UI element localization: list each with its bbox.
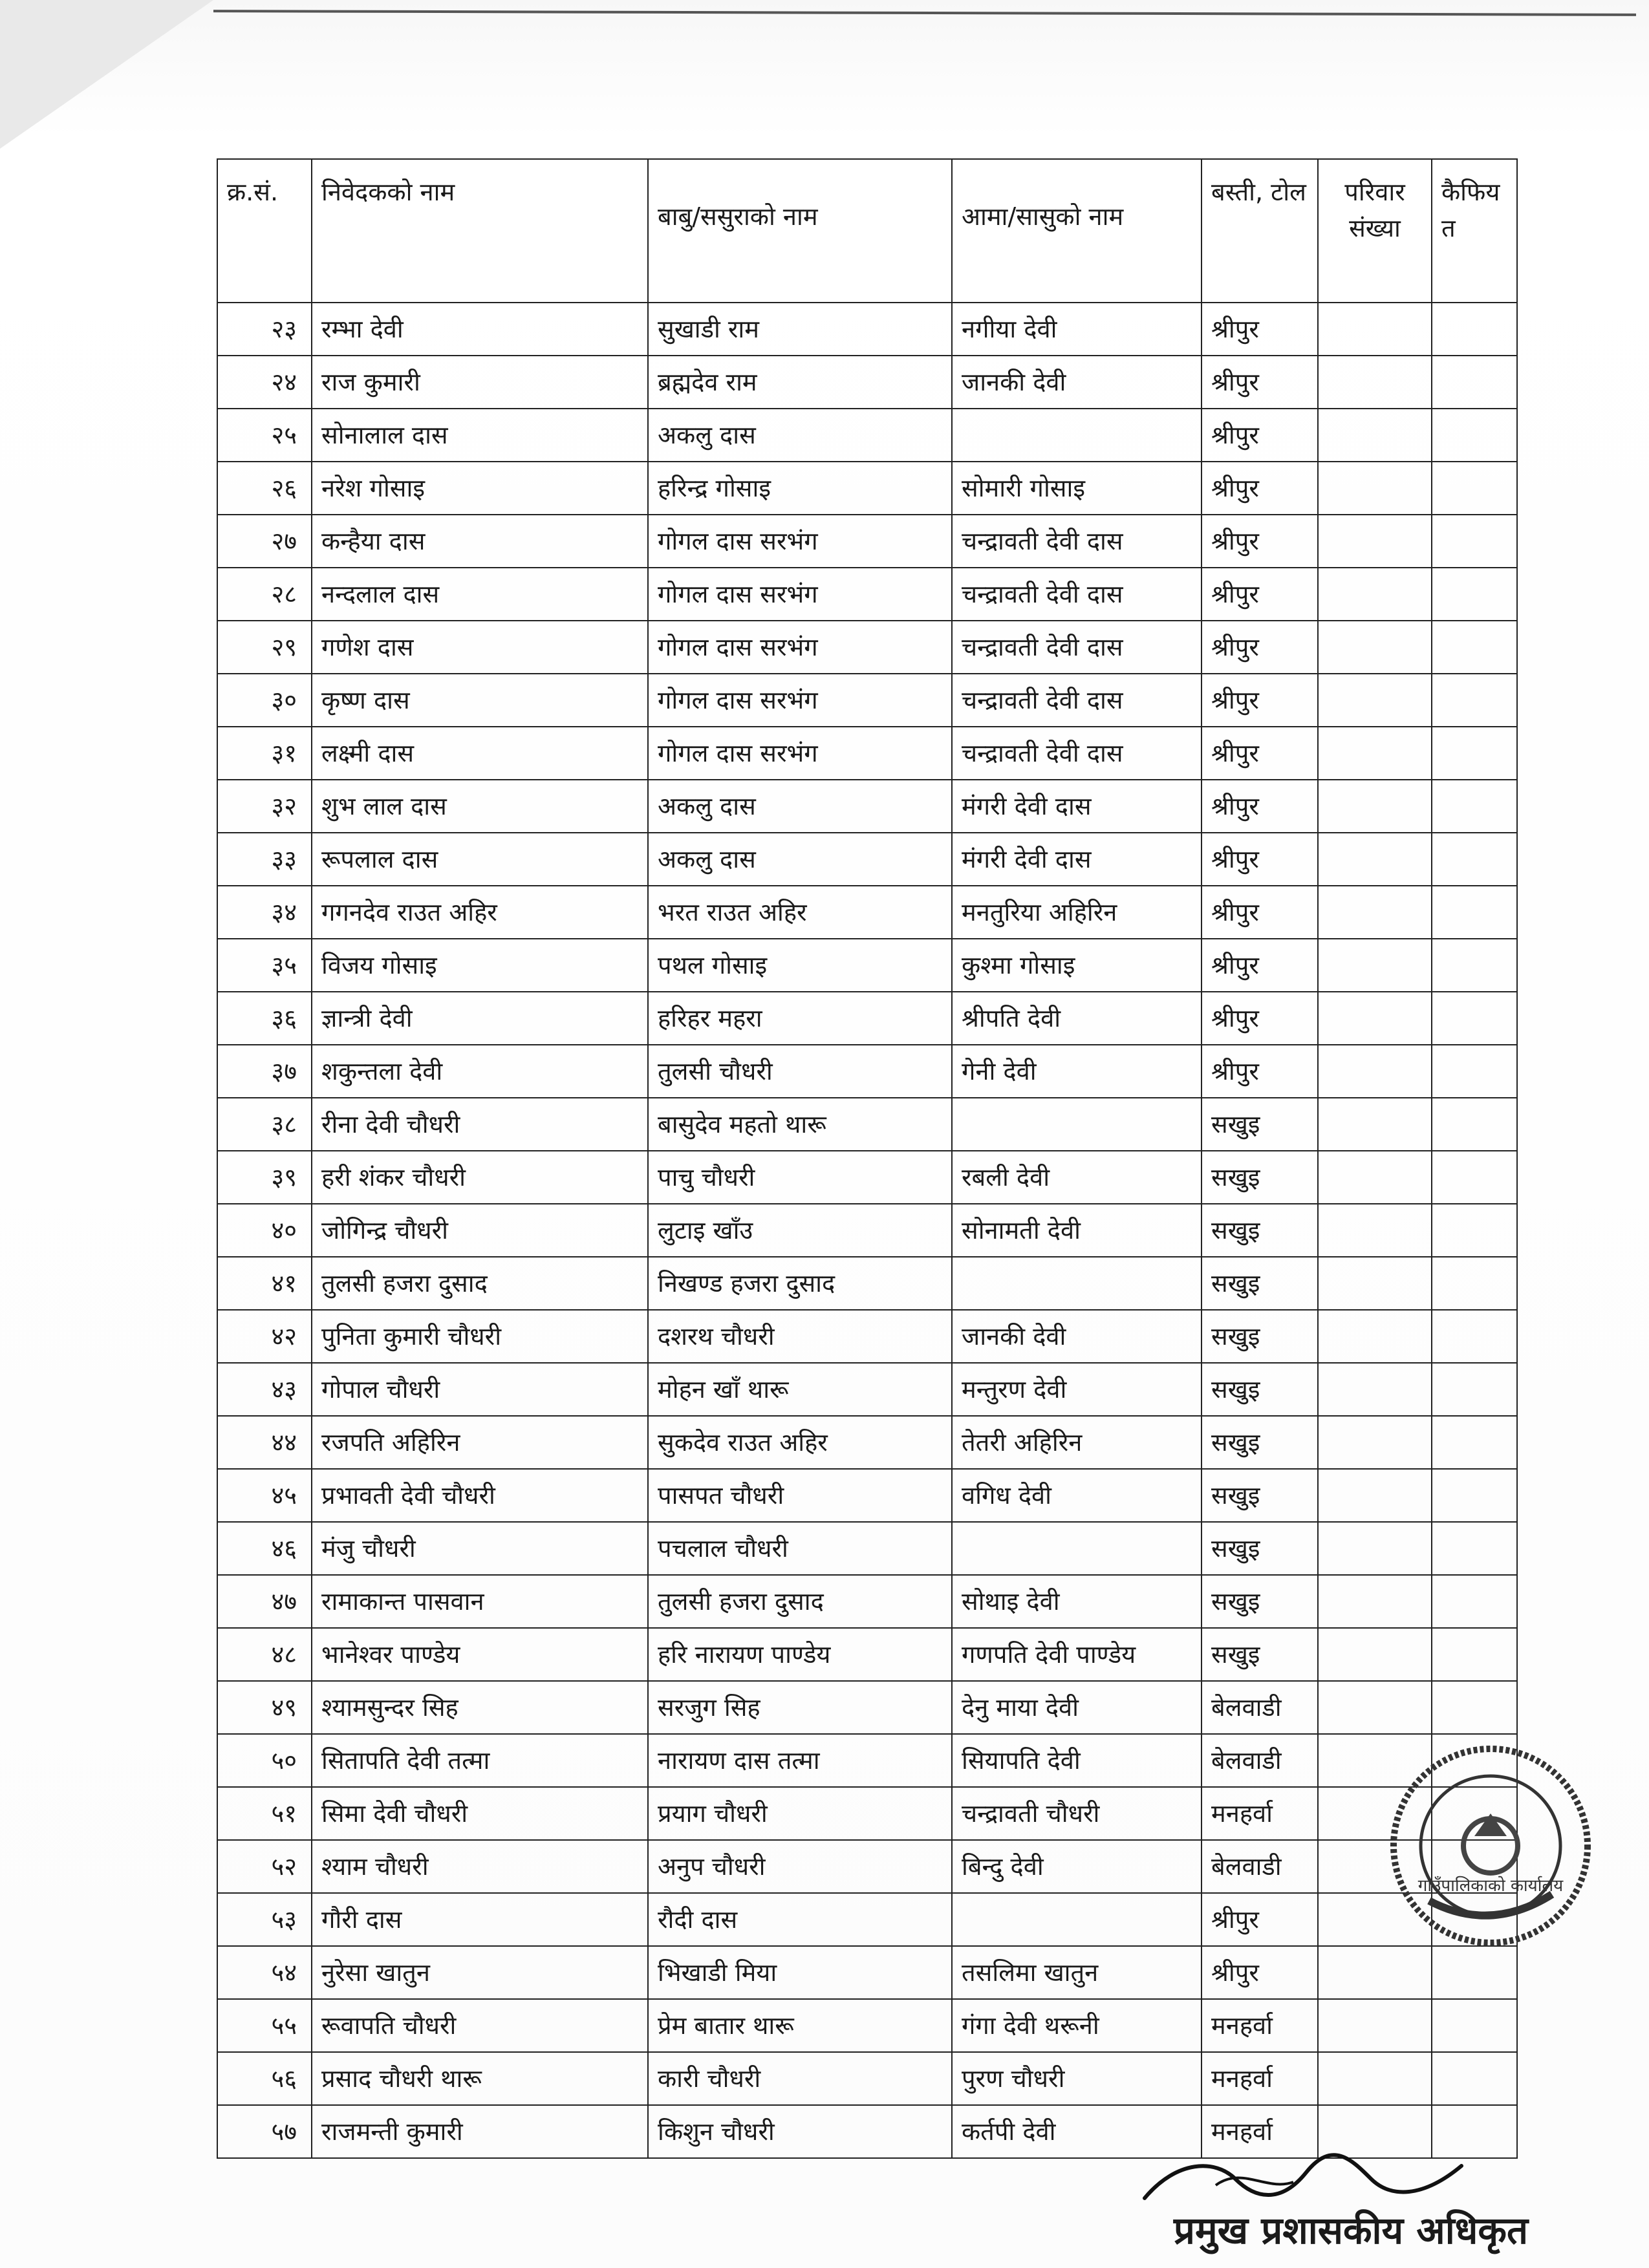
row-father-name: हरिन्द्र गोसाइ bbox=[648, 462, 952, 515]
row-applicant-name: श्यामसुन्दर सिह bbox=[312, 1681, 648, 1734]
row-applicant-name: पुनिता कुमारी चौधरी bbox=[312, 1310, 648, 1363]
row-applicant-name: प्रसाद चौधरी थारू bbox=[312, 2052, 648, 2105]
row-remarks bbox=[1432, 727, 1517, 780]
row-serial: २४ bbox=[217, 356, 312, 409]
stamp-text: गाउँपालिकाको कार्यालय bbox=[1417, 1876, 1564, 1896]
table-row bbox=[217, 1204, 1517, 1257]
row-mother-name: मन्तुरण देवी bbox=[952, 1363, 1202, 1416]
row-family-count bbox=[1318, 1522, 1432, 1575]
row-mother-name: गंगा देवी थरूनी bbox=[952, 1999, 1202, 2052]
row-applicant-name: रीना देवी चौधरी bbox=[312, 1098, 648, 1151]
row-settlement: श्रीपुर bbox=[1202, 1893, 1318, 1946]
header-mother-name: आमा/सासुको नाम bbox=[952, 159, 1202, 303]
row-family-count bbox=[1318, 462, 1432, 515]
row-father-name: हरि नारायण पाण्डेय bbox=[648, 1628, 952, 1681]
row-father-name: पासपत चौधरी bbox=[648, 1469, 952, 1522]
table-row bbox=[217, 1469, 1517, 1522]
row-settlement: मनहर्वा bbox=[1202, 1787, 1318, 1840]
row-serial: ३४ bbox=[217, 886, 312, 939]
row-mother-name: सोमारी गोसाइ bbox=[952, 462, 1202, 515]
applicant-table bbox=[217, 158, 1518, 2159]
row-settlement: श्रीपुर bbox=[1202, 1946, 1318, 1999]
row-serial: ४५ bbox=[217, 1469, 312, 1522]
row-family-count bbox=[1318, 1628, 1432, 1681]
row-applicant-name: ज्ञान्त्री देवी bbox=[312, 992, 648, 1045]
handwritten-signature bbox=[1138, 2153, 1474, 2211]
row-mother-name: चन्द्रावती देवी दास bbox=[952, 515, 1202, 568]
row-settlement: सखुइ bbox=[1202, 1522, 1318, 1575]
row-remarks bbox=[1432, 1681, 1517, 1734]
row-father-name: भरत राउत अहिर bbox=[648, 886, 952, 939]
row-settlement: बेलवाडी bbox=[1202, 1681, 1318, 1734]
row-serial: ३१ bbox=[217, 727, 312, 780]
row-remarks bbox=[1432, 1575, 1517, 1628]
row-family-count bbox=[1318, 2052, 1432, 2105]
row-family-count bbox=[1318, 1575, 1432, 1628]
row-mother-name: बिन्दु देवी bbox=[952, 1840, 1202, 1893]
table-row bbox=[217, 462, 1517, 515]
row-serial: ५४ bbox=[217, 1946, 312, 1999]
row-father-name: कारी चौधरी bbox=[648, 2052, 952, 2105]
row-family-count bbox=[1318, 1681, 1432, 1734]
row-serial: ३८ bbox=[217, 1098, 312, 1151]
table-row bbox=[217, 515, 1517, 568]
row-serial: ४४ bbox=[217, 1416, 312, 1469]
row-father-name: अकलु दास bbox=[648, 833, 952, 886]
header-serial: क्र.सं. bbox=[217, 159, 312, 303]
office-stamp bbox=[1384, 1739, 1597, 1952]
header-settlement: बस्ती, टोल bbox=[1202, 159, 1318, 303]
row-remarks bbox=[1432, 303, 1517, 356]
row-applicant-name: सितापति देवी तत्मा bbox=[312, 1734, 648, 1787]
row-father-name: किशुन चौधरी bbox=[648, 2105, 952, 2158]
row-applicant-name: नन्दलाल दास bbox=[312, 568, 648, 621]
row-serial: ४८ bbox=[217, 1628, 312, 1681]
row-serial: ४७ bbox=[217, 1575, 312, 1628]
row-mother-name: चन्द्रावती देवी दास bbox=[952, 727, 1202, 780]
table-row bbox=[217, 409, 1517, 462]
row-father-name: लुटाइ खाँउ bbox=[648, 1204, 952, 1257]
row-serial: ५२ bbox=[217, 1840, 312, 1893]
row-remarks bbox=[1432, 939, 1517, 992]
row-serial: ४९ bbox=[217, 1681, 312, 1734]
row-applicant-name: गोपाल चौधरी bbox=[312, 1363, 648, 1416]
row-family-count bbox=[1318, 409, 1432, 462]
row-father-name: प्रयाग चौधरी bbox=[648, 1787, 952, 1840]
table-row bbox=[217, 833, 1517, 886]
row-settlement: सखुइ bbox=[1202, 1363, 1318, 1416]
row-family-count bbox=[1318, 356, 1432, 409]
row-remarks bbox=[1432, 515, 1517, 568]
row-settlement: श्रीपुर bbox=[1202, 780, 1318, 833]
row-applicant-name: मंजु चौधरी bbox=[312, 1522, 648, 1575]
row-remarks bbox=[1432, 1416, 1517, 1469]
table-row bbox=[217, 303, 1517, 356]
row-remarks bbox=[1432, 886, 1517, 939]
row-applicant-name: नरेश गोसाइ bbox=[312, 462, 648, 515]
row-settlement: सखुइ bbox=[1202, 1151, 1318, 1204]
row-father-name: अकलु दास bbox=[648, 409, 952, 462]
row-mother-name: सियापति देवी bbox=[952, 1734, 1202, 1787]
row-applicant-name: हरी शंकर चौधरी bbox=[312, 1151, 648, 1204]
row-settlement: बेलवाडी bbox=[1202, 1734, 1318, 1787]
row-serial: ४० bbox=[217, 1204, 312, 1257]
row-mother-name: सोनामती देवी bbox=[952, 1204, 1202, 1257]
row-family-count bbox=[1318, 1204, 1432, 1257]
row-mother-name: नगीया देवी bbox=[952, 303, 1202, 356]
table-row bbox=[217, 1310, 1517, 1363]
row-serial: २६ bbox=[217, 462, 312, 515]
row-remarks bbox=[1432, 1310, 1517, 1363]
row-family-count bbox=[1318, 621, 1432, 674]
row-family-count bbox=[1318, 1469, 1432, 1522]
row-settlement: सखुइ bbox=[1202, 1416, 1318, 1469]
row-mother-name: गेनी देवी bbox=[952, 1045, 1202, 1098]
row-applicant-name: गणेश दास bbox=[312, 621, 648, 674]
row-serial: २३ bbox=[217, 303, 312, 356]
table-row bbox=[217, 886, 1517, 939]
table-row bbox=[217, 992, 1517, 1045]
row-family-count bbox=[1318, 1363, 1432, 1416]
row-applicant-name: कृष्ण दास bbox=[312, 674, 648, 727]
row-family-count bbox=[1318, 727, 1432, 780]
row-applicant-name: प्रभावती देवी चौधरी bbox=[312, 1469, 648, 1522]
row-remarks bbox=[1432, 1098, 1517, 1151]
row-father-name: तुलसी चौधरी bbox=[648, 1045, 952, 1098]
table-row bbox=[217, 1946, 1517, 1999]
header-family-count: परिवार संख्या bbox=[1318, 159, 1432, 303]
row-serial: ५१ bbox=[217, 1787, 312, 1840]
row-remarks bbox=[1432, 621, 1517, 674]
row-father-name: गोगल दास सरभंग bbox=[648, 515, 952, 568]
row-applicant-name: सिमा देवी चौधरी bbox=[312, 1787, 648, 1840]
row-family-count bbox=[1318, 1151, 1432, 1204]
row-family-count bbox=[1318, 1045, 1432, 1098]
row-father-name: मोहन खाँ थारू bbox=[648, 1363, 952, 1416]
row-applicant-name: श्याम चौधरी bbox=[312, 1840, 648, 1893]
row-family-count bbox=[1318, 886, 1432, 939]
row-serial: ५० bbox=[217, 1734, 312, 1787]
table-row bbox=[217, 1151, 1517, 1204]
row-mother-name bbox=[952, 409, 1202, 462]
row-serial: २९ bbox=[217, 621, 312, 674]
row-father-name: सुकदेव राउत अहिर bbox=[648, 1416, 952, 1469]
row-applicant-name: शकुन्तला देवी bbox=[312, 1045, 648, 1098]
row-settlement: श्रीपुर bbox=[1202, 1045, 1318, 1098]
row-mother-name: जानकी देवी bbox=[952, 1310, 1202, 1363]
row-mother-name bbox=[952, 1257, 1202, 1310]
row-family-count bbox=[1318, 780, 1432, 833]
row-settlement: मनहर्वा bbox=[1202, 1999, 1318, 2052]
page-top-edge bbox=[213, 10, 1636, 16]
row-mother-name: श्रीपति देवी bbox=[952, 992, 1202, 1045]
table-row bbox=[217, 1416, 1517, 1469]
row-applicant-name: रामाकान्त पासवान bbox=[312, 1575, 648, 1628]
row-father-name: गोगल दास सरभंग bbox=[648, 674, 952, 727]
row-family-count bbox=[1318, 939, 1432, 992]
table-row bbox=[217, 1575, 1517, 1628]
table-row bbox=[217, 1734, 1517, 1787]
row-mother-name: मंगरी देवी दास bbox=[952, 833, 1202, 886]
table-row bbox=[217, 1257, 1517, 1310]
signature-title: प्रमुख प्रशासकीय अधिकृत bbox=[1174, 2209, 1529, 2252]
table-row bbox=[217, 1893, 1517, 1946]
table-row bbox=[217, 1363, 1517, 1416]
row-serial: ३६ bbox=[217, 992, 312, 1045]
row-settlement: सखुइ bbox=[1202, 1310, 1318, 1363]
row-settlement: सखुइ bbox=[1202, 1098, 1318, 1151]
row-family-count bbox=[1318, 674, 1432, 727]
table-row bbox=[217, 1098, 1517, 1151]
table-row bbox=[217, 780, 1517, 833]
row-mother-name: तेतरी अहिरिन bbox=[952, 1416, 1202, 1469]
row-applicant-name: विजय गोसाइ bbox=[312, 939, 648, 992]
row-serial: २५ bbox=[217, 409, 312, 462]
row-family-count bbox=[1318, 303, 1432, 356]
row-remarks bbox=[1432, 1946, 1517, 1999]
row-applicant-name: राज कुमारी bbox=[312, 356, 648, 409]
row-father-name: हरिहर महरा bbox=[648, 992, 952, 1045]
row-mother-name: मंगरी देवी दास bbox=[952, 780, 1202, 833]
row-applicant-name: लक्ष्मी दास bbox=[312, 727, 648, 780]
table-row bbox=[217, 1045, 1517, 1098]
row-remarks bbox=[1432, 1045, 1517, 1098]
table-row bbox=[217, 1628, 1517, 1681]
row-settlement: सखुइ bbox=[1202, 1257, 1318, 1310]
row-settlement: सखुइ bbox=[1202, 1204, 1318, 1257]
row-family-count bbox=[1318, 1098, 1432, 1151]
row-father-name: सुखाडी राम bbox=[648, 303, 952, 356]
row-serial: ३० bbox=[217, 674, 312, 727]
row-serial: ३२ bbox=[217, 780, 312, 833]
row-mother-name: चन्द्रावती देवी दास bbox=[952, 568, 1202, 621]
row-settlement: श्रीपुर bbox=[1202, 515, 1318, 568]
row-serial: २७ bbox=[217, 515, 312, 568]
row-family-count bbox=[1318, 1257, 1432, 1310]
row-applicant-name: रूवापति चौधरी bbox=[312, 1999, 648, 2052]
row-remarks bbox=[1432, 833, 1517, 886]
row-settlement: श्रीपुर bbox=[1202, 303, 1318, 356]
row-remarks bbox=[1432, 1628, 1517, 1681]
row-family-count bbox=[1318, 568, 1432, 621]
row-remarks bbox=[1432, 409, 1517, 462]
row-serial: ३९ bbox=[217, 1151, 312, 1204]
row-applicant-name: रूपलाल दास bbox=[312, 833, 648, 886]
row-applicant-name: कन्हैया दास bbox=[312, 515, 648, 568]
row-settlement: सखुइ bbox=[1202, 1628, 1318, 1681]
row-father-name: गोगल दास सरभंग bbox=[648, 621, 952, 674]
row-family-count bbox=[1318, 515, 1432, 568]
row-mother-name bbox=[952, 1522, 1202, 1575]
row-father-name: दशरथ चौधरी bbox=[648, 1310, 952, 1363]
header-remarks: कैफियत bbox=[1432, 159, 1517, 303]
row-applicant-name: रजपति अहिरिन bbox=[312, 1416, 648, 1469]
row-remarks bbox=[1432, 1257, 1517, 1310]
row-settlement: मनहर्वा bbox=[1202, 2052, 1318, 2105]
row-remarks bbox=[1432, 674, 1517, 727]
row-father-name: तुलसी हजरा दुसाद bbox=[648, 1575, 952, 1628]
row-settlement: श्रीपुर bbox=[1202, 833, 1318, 886]
row-applicant-name: गगनदेव राउत अहिर bbox=[312, 886, 648, 939]
row-mother-name: सोथाइ देवी bbox=[952, 1575, 1202, 1628]
row-family-count bbox=[1318, 833, 1432, 886]
row-father-name: अकलु दास bbox=[648, 780, 952, 833]
row-serial: ३५ bbox=[217, 939, 312, 992]
row-mother-name: तसलिमा खातुन bbox=[952, 1946, 1202, 1999]
row-mother-name bbox=[952, 1098, 1202, 1151]
row-settlement: श्रीपुर bbox=[1202, 992, 1318, 1045]
row-mother-name: गणपति देवी पाण्डेय bbox=[952, 1628, 1202, 1681]
row-applicant-name: भानेश्वर पाण्डेय bbox=[312, 1628, 648, 1681]
row-father-name: अनुप चौधरी bbox=[648, 1840, 952, 1893]
row-serial: ५७ bbox=[217, 2105, 312, 2158]
row-family-count bbox=[1318, 1310, 1432, 1363]
row-father-name: पथल गोसाइ bbox=[648, 939, 952, 992]
row-serial: २८ bbox=[217, 568, 312, 621]
row-father-name: सरजुग सिह bbox=[648, 1681, 952, 1734]
row-settlement: सखुइ bbox=[1202, 1575, 1318, 1628]
table-row bbox=[217, 674, 1517, 727]
table-row bbox=[217, 1681, 1517, 1734]
row-mother-name: मनतुरिया अहिरिन bbox=[952, 886, 1202, 939]
row-settlement: श्रीपुर bbox=[1202, 674, 1318, 727]
table-row bbox=[217, 727, 1517, 780]
row-applicant-name: रम्भा देवी bbox=[312, 303, 648, 356]
row-serial: ४६ bbox=[217, 1522, 312, 1575]
row-remarks bbox=[1432, 1999, 1517, 2052]
table-row bbox=[217, 1522, 1517, 1575]
row-remarks bbox=[1432, 2105, 1517, 2158]
row-remarks bbox=[1432, 1363, 1517, 1416]
row-mother-name: चन्द्रावती देवी दास bbox=[952, 621, 1202, 674]
row-mother-name: पुरण चौधरी bbox=[952, 2052, 1202, 2105]
row-serial: ४१ bbox=[217, 1257, 312, 1310]
row-serial: ३७ bbox=[217, 1045, 312, 1098]
row-remarks bbox=[1432, 2052, 1517, 2105]
row-father-name: पचलाल चौधरी bbox=[648, 1522, 952, 1575]
row-settlement: मनहर्वा bbox=[1202, 2105, 1318, 2158]
row-family-count bbox=[1318, 1416, 1432, 1469]
table-row bbox=[217, 2052, 1517, 2105]
row-settlement: सखुइ bbox=[1202, 1469, 1318, 1522]
row-remarks bbox=[1432, 462, 1517, 515]
row-settlement: श्रीपुर bbox=[1202, 568, 1318, 621]
row-remarks bbox=[1432, 1151, 1517, 1204]
row-mother-name bbox=[952, 1893, 1202, 1946]
row-father-name: पाचु चौधरी bbox=[648, 1151, 952, 1204]
row-applicant-name: गौरी दास bbox=[312, 1893, 648, 1946]
table-row bbox=[217, 1787, 1517, 1840]
row-serial: ३३ bbox=[217, 833, 312, 886]
row-serial: ५६ bbox=[217, 2052, 312, 2105]
row-remarks bbox=[1432, 568, 1517, 621]
row-father-name: गोगल दास सरभंग bbox=[648, 727, 952, 780]
row-mother-name: देनु माया देवी bbox=[952, 1681, 1202, 1734]
row-serial: ४२ bbox=[217, 1310, 312, 1363]
row-father-name: भिखाडी मिया bbox=[648, 1946, 952, 1999]
row-settlement: श्रीपुर bbox=[1202, 886, 1318, 939]
row-settlement: श्रीपुर bbox=[1202, 621, 1318, 674]
row-father-name: बासुदेव महतो थारू bbox=[648, 1098, 952, 1151]
row-father-name: निखण्ड हजरा दुसाद bbox=[648, 1257, 952, 1310]
header-applicant-name: निवेदकको नाम bbox=[312, 159, 648, 303]
row-family-count bbox=[1318, 1999, 1432, 2052]
row-remarks bbox=[1432, 1469, 1517, 1522]
row-applicant-name: तुलसी हजरा दुसाद bbox=[312, 1257, 648, 1310]
table-header-row bbox=[217, 159, 1517, 303]
table-row bbox=[217, 1999, 1517, 2052]
row-family-count bbox=[1318, 2105, 1432, 2158]
row-remarks bbox=[1432, 780, 1517, 833]
row-remarks bbox=[1432, 356, 1517, 409]
row-settlement: श्रीपुर bbox=[1202, 462, 1318, 515]
row-mother-name: कर्तपी देवी bbox=[952, 2105, 1202, 2158]
row-father-name: गोगल दास सरभंग bbox=[648, 568, 952, 621]
table-row bbox=[217, 568, 1517, 621]
row-applicant-name: जोगिन्द्र चौधरी bbox=[312, 1204, 648, 1257]
header-father-name: बाबु/ससुराको नाम bbox=[648, 159, 952, 303]
row-mother-name: कुश्मा गोसाइ bbox=[952, 939, 1202, 992]
row-applicant-name: सोनालाल दास bbox=[312, 409, 648, 462]
row-serial: ५५ bbox=[217, 1999, 312, 2052]
row-applicant-name: शुभ लाल दास bbox=[312, 780, 648, 833]
row-mother-name: चन्द्रावती देवी दास bbox=[952, 674, 1202, 727]
table-row bbox=[217, 356, 1517, 409]
table-row bbox=[217, 2105, 1517, 2158]
row-settlement: बेलवाडी bbox=[1202, 1840, 1318, 1893]
row-serial: ५३ bbox=[217, 1893, 312, 1946]
table-row bbox=[217, 1840, 1517, 1893]
row-father-name: रौदी दास bbox=[648, 1893, 952, 1946]
row-applicant-name: नुरेसा खातुन bbox=[312, 1946, 648, 1999]
table-row bbox=[217, 939, 1517, 992]
row-remarks bbox=[1432, 1522, 1517, 1575]
row-family-count bbox=[1318, 992, 1432, 1045]
row-remarks bbox=[1432, 992, 1517, 1045]
row-settlement: श्रीपुर bbox=[1202, 939, 1318, 992]
row-remarks bbox=[1432, 1204, 1517, 1257]
row-serial: ४३ bbox=[217, 1363, 312, 1416]
row-applicant-name: राजमन्ती कुमारी bbox=[312, 2105, 648, 2158]
row-mother-name: चन्द्रावती चौधरी bbox=[952, 1787, 1202, 1840]
row-family-count bbox=[1318, 1946, 1432, 1999]
row-father-name: प्रेम बातार थारू bbox=[648, 1999, 952, 2052]
row-mother-name: जानकी देवी bbox=[952, 356, 1202, 409]
row-father-name: ब्रह्मदेव राम bbox=[648, 356, 952, 409]
row-settlement: श्रीपुर bbox=[1202, 356, 1318, 409]
row-father-name: नारायण दास तत्मा bbox=[648, 1734, 952, 1787]
row-settlement: श्रीपुर bbox=[1202, 727, 1318, 780]
table-row bbox=[217, 621, 1517, 674]
page-fold-corner bbox=[0, 0, 213, 149]
row-settlement: श्रीपुर bbox=[1202, 409, 1318, 462]
row-mother-name: वगिध देवी bbox=[952, 1469, 1202, 1522]
row-mother-name: रबली देवी bbox=[952, 1151, 1202, 1204]
